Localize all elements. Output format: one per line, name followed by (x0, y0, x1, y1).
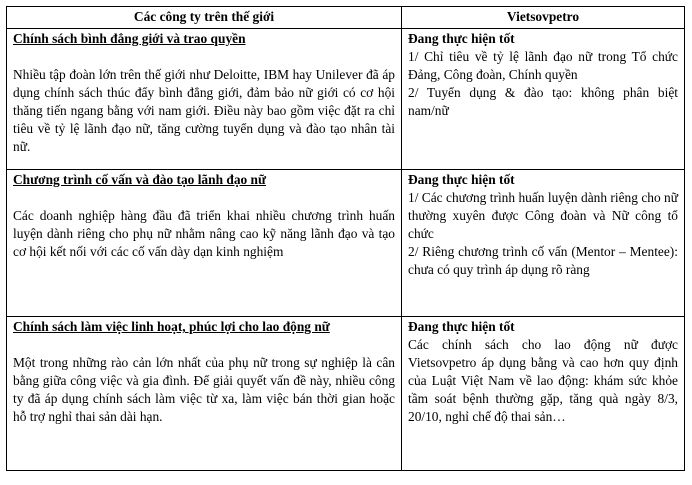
header-vietsovpetro: Vietsovpetro (402, 7, 685, 29)
header-global-companies: Các công ty trên thế giới (7, 7, 402, 29)
right-cell (402, 170, 685, 317)
table-row (7, 170, 685, 317)
row-title: Chính sách bình đẳng giới và trao quyền (13, 31, 246, 46)
detail-line: 2/ Riêng chương trình cố vấn (Mentor – Mentee): chưa có quy trình áp dụng rõ ràng (408, 244, 678, 277)
row-title: Chương trình cố vấn và đào tạo lãnh đạo nữ (13, 172, 267, 187)
header-row (7, 7, 685, 29)
status-text: Đang thực hiện tốt (408, 31, 515, 46)
right-cell (402, 29, 685, 170)
row-description: Nhiều tập đoàn lớn trên thế giới như Deloitte, IBM hay Unilever đã áp dụng chính sách thúc đẩy bình đẳng giới, đảm bảo nữ giới có cơ hội thăng tiến ngang bằng với nam giới. Điều này bao gồm việc đặt ra chỉ tiêu về tỷ lệ lãnh đạo nữ, tăng cường tuyển dụng và đào tạo nhân tài nữ. (13, 67, 395, 154)
status-text: Đang thực hiện tốt (408, 172, 515, 187)
comparison-table (6, 6, 685, 471)
table-row (7, 317, 685, 471)
row-description: Một trong những rào cản lớn nhất của phụ nữ trong sự nghiệp là cân bằng giữa công việc và gia đình. Để giải quyết vấn đề này, nhiều công ty đã áp dụng chính sách làm việc từ xa, làm việc bán thời gian hoặc hỗ trợ nghỉ thai sản dài hạn. (13, 355, 395, 424)
detail-line: 2/ Tuyển dụng & đào tạo: không phân biệt nam/nữ (408, 85, 678, 118)
status-text: Đang thực hiện tốt (408, 319, 515, 334)
row-title: Chính sách làm việc linh hoạt, phúc lợi cho lao động nữ (13, 319, 330, 334)
table-row (7, 29, 685, 170)
left-cell (7, 170, 402, 317)
detail-line: 1/ Chỉ tiêu về tỷ lệ lãnh đạo nữ trong Tổ chức Đảng, Công đoàn, Chính quyền (408, 49, 678, 82)
left-cell (7, 29, 402, 170)
detail-line: 1/ Các chương trình huấn luyện dành riêng cho nữ thường xuyên được Công đoàn và Nữ công tổ chức (408, 190, 678, 241)
left-cell (7, 317, 402, 471)
right-cell (402, 317, 685, 471)
detail-line: Các chính sách cho lao động nữ được Vietsovpetro áp dụng bằng và cao hơn quy định của Luật Việt Nam về lao động: khám sức khỏe tầm soát bệnh thường gặp, tăng quà ngày 8/3, 20/10, nghỉ chế độ thai sản… (408, 337, 678, 424)
row-description: Các doanh nghiệp hàng đầu đã triển khai nhiều chương trình huấn luyện dành riêng cho phụ nữ nhằm nâng cao kỹ năng lãnh đạo và tạo cơ hội kết nối với các cố vấn dày dạn kinh nghiệm (13, 208, 395, 259)
